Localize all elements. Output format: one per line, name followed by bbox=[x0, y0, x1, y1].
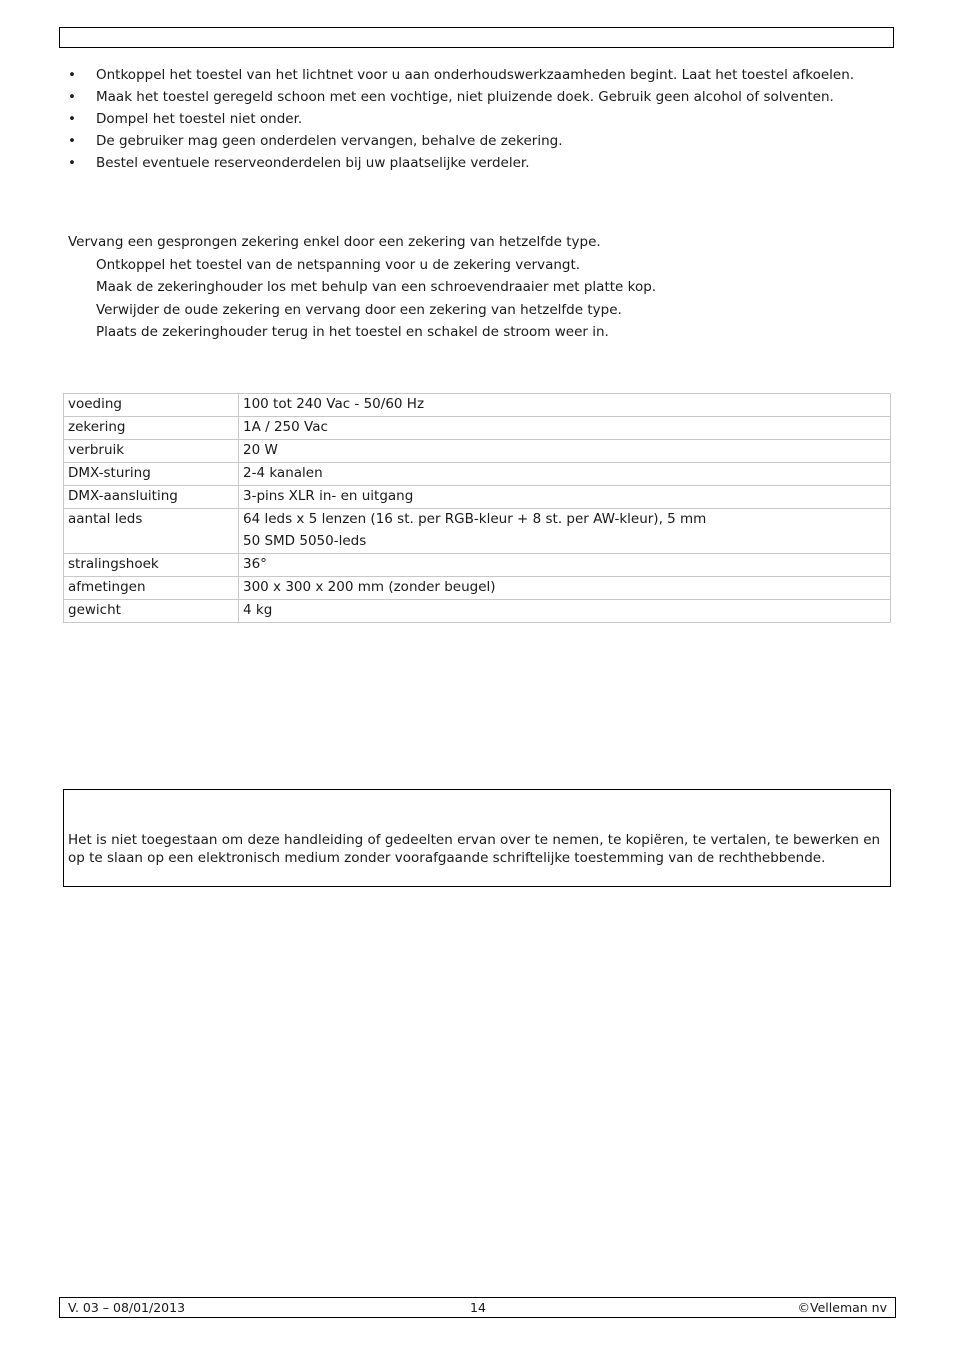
spec-key: zekering bbox=[64, 417, 239, 440]
fuse-step: Maak de zekeringhouder los met behulp van een schroevendraaier met platte kop. bbox=[96, 279, 657, 296]
spec-value: 36° bbox=[239, 554, 891, 577]
table-row bbox=[64, 394, 891, 417]
spec-key: afmetingen bbox=[64, 577, 239, 600]
table-row bbox=[64, 486, 891, 509]
list-item bbox=[68, 155, 898, 173]
bullet-icon: • bbox=[68, 89, 76, 105]
spec-value: 3-pins XLR in- en uitgang bbox=[239, 486, 891, 509]
version-label: V. 03 – 08/01/2013 bbox=[68, 1300, 186, 1315]
spec-key: verbruik bbox=[64, 440, 239, 463]
fuse-intro-text: Vervang een gesprongen zekering enkel door een zekering van hetzelfde type. bbox=[68, 234, 601, 250]
fuse-step: Verwijder de oude zekering en vervang door een zekering van hetzelfde type. bbox=[96, 301, 622, 318]
fuse-step: Plaats de zekeringhouder terug in het toestel en schakel de stroom weer in. bbox=[96, 324, 609, 341]
list-item-text: Ontkoppel het toestel van het lichtnet voor u aan onderhoudswerkzaamheden begint. Laat het toestel afkoelen. bbox=[96, 67, 855, 83]
bullet-icon: • bbox=[68, 67, 76, 83]
list-item-text: Dompel het toestel niet onder. bbox=[96, 111, 303, 127]
table-row bbox=[64, 577, 891, 600]
list-item-text: De gebruiker mag geen onderdelen vervangen, behalve de zekering. bbox=[96, 133, 563, 149]
header-box bbox=[59, 27, 894, 48]
spec-key: DMX-sturing bbox=[64, 463, 239, 486]
page-footer bbox=[59, 1297, 896, 1318]
list-item-text: Maak het toestel geregeld schoon met een vochtige, niet pluizende doek. Gebruik geen alcohol of solventen. bbox=[96, 89, 834, 105]
copyright-notice-box bbox=[63, 789, 891, 887]
maintenance-list bbox=[68, 67, 898, 177]
spec-value: 4 kg bbox=[239, 600, 891, 623]
list-item bbox=[68, 67, 898, 85]
list-item bbox=[68, 111, 898, 129]
table-row bbox=[64, 554, 891, 577]
page-number: 14 bbox=[470, 1300, 486, 1315]
spec-key: DMX-aansluiting bbox=[64, 486, 239, 509]
spec-value-multiline bbox=[239, 509, 891, 554]
list-item bbox=[68, 133, 898, 151]
copyright-label: ©Velleman nv bbox=[797, 1300, 887, 1315]
spec-key: stralingshoek bbox=[64, 554, 239, 577]
spec-value: 1A / 250 Vac bbox=[239, 417, 891, 440]
fuse-steps bbox=[96, 257, 656, 347]
list-item bbox=[68, 89, 898, 107]
spec-key: gewicht bbox=[64, 600, 239, 623]
bullet-icon: • bbox=[68, 111, 76, 127]
table-row bbox=[64, 417, 891, 440]
spec-key: aantal leds bbox=[64, 509, 239, 554]
spec-value-line: 64 leds x 5 lenzen (16 st. per RGB-kleur + 8 st. per AW-kleur), 5 mm bbox=[243, 511, 707, 527]
table-row bbox=[64, 509, 891, 554]
fuse-step: Ontkoppel het toestel van de netspanning voor u de zekering vervangt. bbox=[96, 257, 581, 273]
bullet-icon: • bbox=[68, 155, 76, 171]
spec-value: 300 x 300 x 200 mm (zonder beugel) bbox=[239, 577, 891, 600]
table-row bbox=[64, 463, 891, 486]
spec-value: 100 tot 240 Vac - 50/60 Hz bbox=[239, 394, 891, 417]
table-row bbox=[64, 600, 891, 623]
spec-value: 2-4 kanalen bbox=[239, 463, 891, 486]
specifications-table bbox=[63, 393, 891, 623]
table-row bbox=[64, 440, 891, 463]
list-item-text: Bestel eventuele reserveonderdelen bij uw plaatselijke verdeler. bbox=[96, 155, 530, 171]
spec-value: 20 W bbox=[239, 440, 891, 463]
spec-value-line: 50 SMD 5050-leds bbox=[243, 533, 367, 549]
bullet-icon: • bbox=[68, 133, 76, 149]
spec-key: voeding bbox=[64, 394, 239, 417]
copyright-notice-text: Het is niet toegestaan om deze handleiding of gedeelten ervan over te nemen, te kopiëren, te vertalen, te bewerken en op te slaan op een elektronisch medium zonder voorafgaande schriftelijke toestemming van de rechthebbende. bbox=[68, 832, 881, 866]
